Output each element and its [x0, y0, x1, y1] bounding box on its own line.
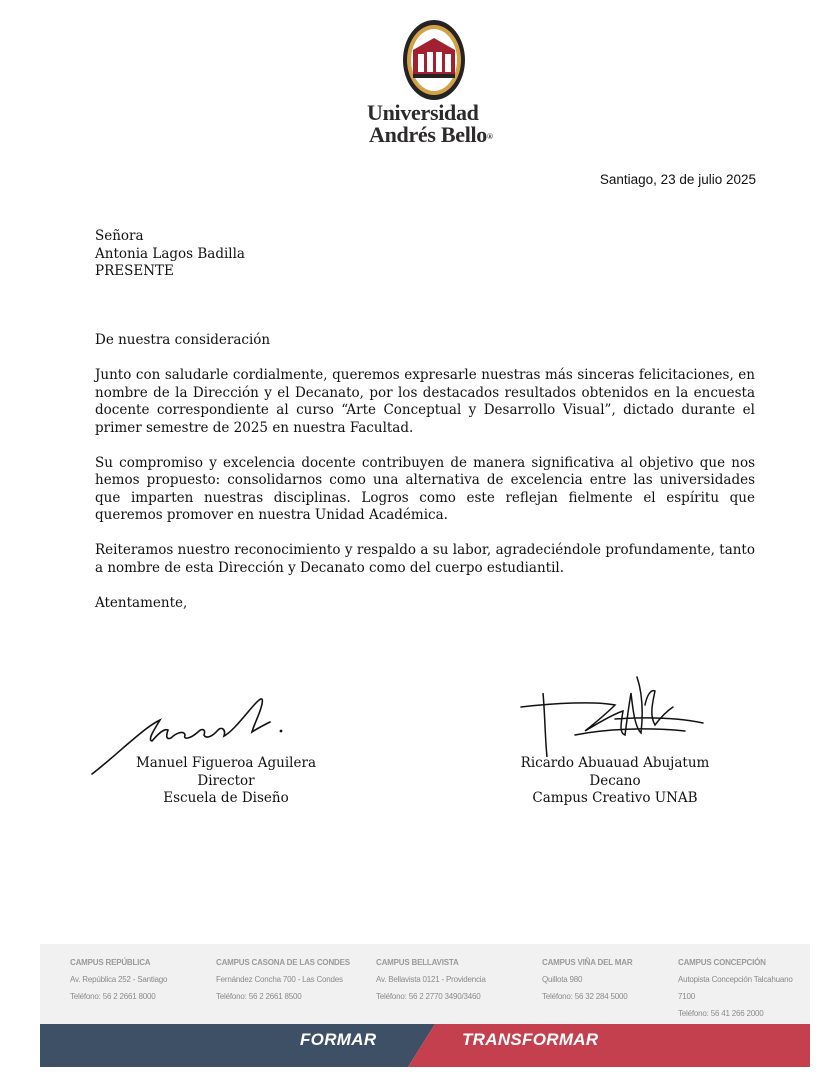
addressee-name: Antonia Lagos Badilla	[95, 245, 245, 262]
letter-closing: Atentamente,	[95, 594, 188, 611]
campus-name: CAMPUS BELLAVISTA	[376, 958, 459, 967]
letter-paragraph: Reiteramos nuestro reconocimiento y respaldo a su labor, agradeciéndole profundamente, tanto a nombre de esta Dirección y Decanato como del cuerpo estudiantil.	[95, 542, 755, 576]
campus-phone: Teléfono: 56 2 2770 3490/3460	[376, 992, 481, 1001]
university-name	[364, 102, 504, 148]
university-name-line1: Universidad	[367, 100, 479, 125]
dean-signature-icon	[515, 675, 710, 760]
campus-phone: Teléfono: 56 2 2661 8500	[216, 992, 302, 1001]
footer-band	[40, 1024, 810, 1067]
signatory-name: Manuel Figueroa Aguilera	[135, 755, 316, 771]
campus-info	[70, 954, 167, 1005]
signatory-title: Director	[197, 772, 255, 789]
campus-name: CAMPUS REPÚBLICA	[70, 958, 151, 967]
campus-info	[678, 954, 810, 1022]
campus-info	[216, 954, 350, 1005]
campus-address: Quillota 980	[542, 975, 583, 984]
university-logo	[364, 18, 504, 148]
signatory-director	[126, 755, 326, 808]
band-text-formar: FORMAR	[300, 1030, 377, 1049]
signatory-title: Decano	[589, 772, 641, 789]
campus-address: Av. República 252 - Santiago	[70, 975, 168, 984]
addressee-block	[95, 228, 245, 281]
campus-address: Av. Bellavista 0121 - Providencia	[376, 975, 486, 984]
campus-phone: Teléfono: 56 41 266 2000	[678, 1009, 764, 1018]
letter-paragraph: Su compromiso y excelencia docente contribuyen de manera significativa al objetivo que nos hemos propuesto: consolidarnos como una alternativa de excelencia entre las universidades que imparten nuestras disciplinas. Logros como este reflejan fielmente el espíritu que queremos promover en nuestra Unidad Académica.	[95, 454, 755, 523]
university-crest-icon	[401, 18, 467, 104]
campus-phone: Teléfono: 56 32 284 5000	[542, 992, 628, 1001]
campus-info	[542, 954, 632, 1005]
signatory-name: Ricardo Abuauad Abujatum	[520, 755, 710, 771]
campus-address: Autopista Concepción Talcahuano 7100	[678, 975, 793, 1001]
letter-paragraph: Junto con saludarle cordialmente, queremos expresarle nuestras más sinceras felicitaciones, en nombre de la Dirección y el Decanato, por los destacados resultados obtenidos en la encuesta docente correspondiente al curso “Arte Conceptual y Desarrollo Visual”, dictado durante el primer semestre de 2025 en nuestra Facultad.	[95, 367, 755, 436]
letter-date: Santiago, 23 de julio 2025	[599, 172, 756, 187]
addressee-presente: PRESENTE	[95, 263, 174, 279]
campus-footer	[40, 944, 810, 1024]
letter-body	[95, 332, 755, 630]
letter-greeting: De nuestra consideración	[95, 332, 271, 348]
signatory-dean	[510, 755, 720, 808]
campus-name: CAMPUS CONCEPCIÓN	[678, 958, 766, 967]
signatory-unit: Campus Creativo UNAB	[532, 790, 698, 806]
campus-address: Fernández Concha 700 - Las Condes	[216, 975, 343, 984]
campus-info	[376, 954, 486, 1005]
addressee-salutation: Señora	[95, 228, 144, 244]
campus-name: CAMPUS CASONA DE LAS CONDES	[216, 958, 350, 967]
university-name-line2: Andrés Bello	[369, 122, 488, 147]
campus-name: CAMPUS VIÑA DEL MAR	[542, 958, 633, 967]
registered-mark: ®	[487, 131, 493, 141]
band-text-transformar: TRANSFORMAR	[462, 1030, 599, 1049]
campus-phone: Teléfono: 56 2 2661 8000	[70, 992, 156, 1001]
signatory-unit: Escuela de Diseño	[163, 790, 289, 806]
